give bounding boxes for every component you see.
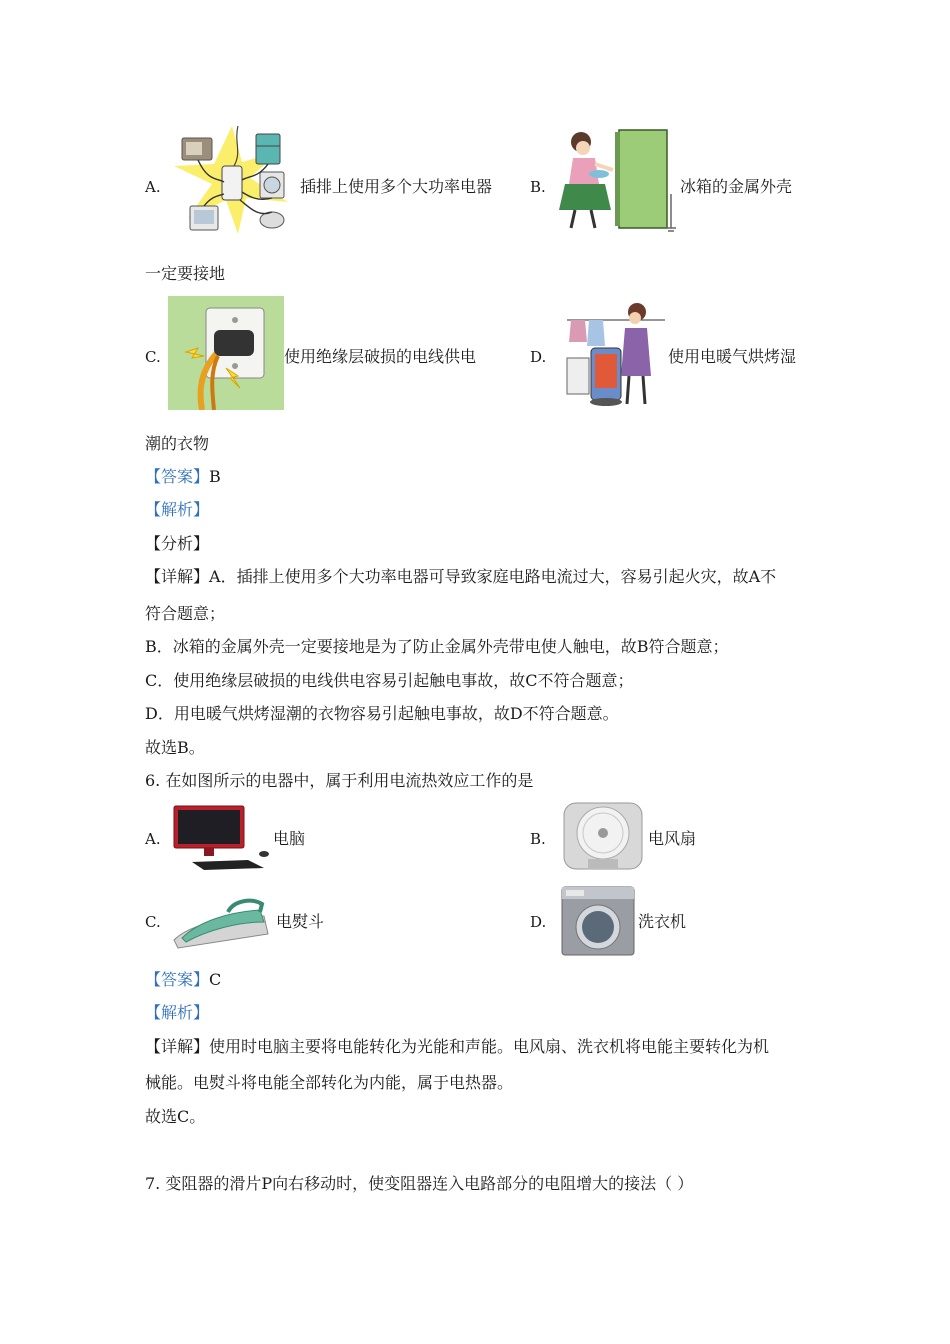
q6-answer — [145, 970, 221, 990]
option-d-wrap: 潮的衣物 — [145, 434, 210, 453]
detail-text-1a: A．插排上使用多个大功率电器可导致家庭电路电流过大，容易引起火灾，故A不 — [209, 567, 777, 586]
detail-line-1 — [145, 567, 776, 587]
q6-option-a-letter: A. — [145, 830, 161, 848]
fenxi-label: 【分析】 — [145, 534, 210, 553]
q6-detail-line-1 — [145, 1037, 769, 1057]
detail-line-3: C．使用绝缘层破损的电线供电容易引起触电事故，故C不符合题意； — [145, 671, 634, 690]
detail-label: 【详解】 — [145, 567, 210, 586]
q7-stem: 7. 变阻器的滑片P向右移动时，使变阻器连入电路部分的电阻增大的接法（ ） — [145, 1174, 694, 1193]
option-c-letter: C. — [145, 348, 161, 366]
q6-stem: 6. 在如图所示的电器中，属于利用电流热效应工作的是 — [145, 771, 534, 790]
fridge-grounding-illustration — [555, 124, 677, 236]
q6-answer-value: C — [209, 970, 222, 989]
detail-line-1b: 符合题意； — [145, 604, 226, 623]
q6-option-a-text: 电脑 — [273, 829, 306, 848]
iron-icon — [168, 892, 276, 956]
overloaded-power-strip-illustration — [168, 122, 296, 237]
fan-icon — [560, 801, 646, 873]
q6-option-c-text: 电熨斗 — [276, 912, 325, 931]
option-d-text: 使用电暖气烘烤湿 — [668, 347, 797, 366]
detail-line-4: D．用电暖气烘烤湿潮的衣物容易引起触电事故，故D不符合题意。 — [145, 704, 619, 723]
q6-option-d-text: 洗衣机 — [638, 912, 687, 931]
conclusion: 故选B。 — [145, 738, 205, 757]
heater-drying-clothes-illustration — [565, 298, 667, 410]
option-a-text: 插排上使用多个大功率电器 — [300, 177, 493, 196]
detail-line-2: B．冰箱的金属外壳一定要接地是为了防止金属外壳带电使人触电，故B符合题意； — [145, 637, 729, 656]
q6-detail-label: 【详解】 — [145, 1037, 210, 1056]
q6-answer-label: 【答案】 — [145, 970, 210, 989]
damaged-plug-illustration — [168, 296, 284, 410]
option-b-wrap: 一定要接地 — [145, 264, 226, 283]
q6-option-d-letter: D. — [530, 913, 547, 931]
option-b-text: 冰箱的金属外壳 — [680, 177, 793, 196]
answer-value: B — [209, 467, 221, 486]
q6-option-b-letter: B. — [530, 830, 546, 848]
computer-icon — [168, 804, 272, 872]
washing-machine-icon — [560, 885, 636, 957]
q5-answer — [145, 467, 221, 487]
option-a-letter: A. — [145, 178, 161, 196]
q6-detail-line-2: 械能。电熨斗将电能全部转化为内能，属于电热器。 — [145, 1073, 514, 1092]
q6-conclusion: 故选C。 — [145, 1107, 206, 1126]
q6-detail-text-a: 使用时电脑主要将电能转化为光能和声能。电风扇、洗衣机将电能主要转化为机 — [209, 1037, 770, 1056]
answer-label: 【答案】 — [145, 467, 210, 486]
q6-option-c-letter: C. — [145, 913, 161, 931]
analysis-label: 【解析】 — [145, 500, 210, 519]
option-b-letter: B. — [530, 178, 546, 196]
q6-analysis-label: 【解析】 — [145, 1003, 210, 1022]
option-c-text: 使用绝缘层破损的电线供电 — [284, 347, 477, 366]
option-d-letter: D. — [530, 348, 547, 366]
q6-option-b-text: 电风扇 — [648, 829, 697, 848]
